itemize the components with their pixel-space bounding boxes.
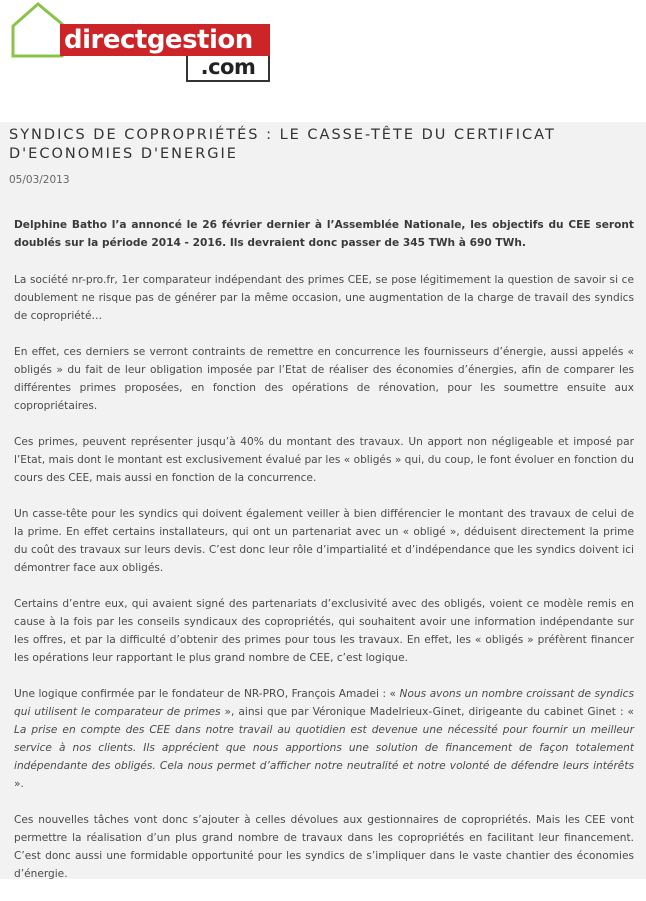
quote-ginet: La prise en compte des CEE dans notre travail au quotidien est devenue une nécessité pour fournir un meilleur service à nos clients. Ils apprécient que nous apportions une solution de financement de façon totalement indépendante des obligés. Cela nous permet d’afficher notre neutralité et notre volonté de défendre leurs intérêts	[14, 724, 634, 772]
article-lead: Delphine Batho l’a annoncé le 26 février dernier à l’Assemblée Nationale, les objectifs du CEE seront doublés sur la période 2014 - 2016. Ils devraient donc passer de 345 TWh à 690 TWh.	[14, 219, 634, 249]
quote-amadei: Nous avons un nombre croissant de syndics qui utilisent le comparateur de primes	[14, 688, 634, 718]
logo-tld-text: .com	[186, 56, 270, 82]
quote-intro: Une logique confirmée par le fondateur de NR-PRO, François Amadei : «	[14, 688, 400, 700]
quote-bridge: », ainsi que par Véronique Madelrieux-Ginet, dirigeante du cabinet Ginet : «	[220, 706, 634, 718]
title-line-2: D'ECONOMIES D'ENERGIE	[9, 146, 238, 162]
publish-date: 05/03/2013	[9, 174, 70, 186]
site-logo[interactable]	[10, 2, 262, 82]
article-paragraph: Certains d’entre eux, qui avaient signé des partenariats d’exclusivité avec des obligés, voient ce modèle remis en cause à la fois par les conseils syndicaux des copropriétés, qui souhaitent avoir une information indépendante sur les offres, et par la difficulté d’obtenir des primes pour tous les travaux. En effet, les « obligés » préfèrent financer les opérations leur rapportant le plus grand nombre de CEE, c’est logique.	[14, 598, 634, 664]
article-paragraph: Un casse-tête pour les syndics qui doivent également veiller à bien différencier le montant des travaux de celui de la prime. En effet certains installateurs, qui ont un partenariat avec un « obligé », déduisent directement la prime du coût des travaux sur leurs devis. C’est donc leur rôle d’impartialité et d’indépendance que les syndics doivent ici démontrer face aux obligés.	[14, 508, 634, 574]
logo-brand-text: directgestion	[60, 24, 270, 56]
site-header	[0, 0, 646, 122]
article-body	[14, 216, 634, 901]
page-title	[9, 126, 629, 164]
article-paragraph-quotes	[14, 685, 634, 793]
article-paragraph: Ces primes, peuvent représenter jusqu’à 40% du montant des travaux. Un apport non négligeable et imposé par l’Etat, mais dont le montant est exclusivement évalué par les « obligés » qui, du coup, le font évoluer en fonction du cours des CEE, mais aussi en fonction de la concurrence.	[14, 436, 634, 484]
title-line-1: SYNDICS DE COPROPRIÉTÉS : LE CASSE-TÊTE DU CERTIFICAT	[9, 127, 556, 143]
article-paragraph: Ces nouvelles tâches vont donc s’ajouter à celles dévolues aux gestionnaires de copropriétés. Mais les CEE vont permettre la réalisation d’un plus grand nombre de travaux dans les copropriétés en facilitant leur financement. C’est donc aussi une formidable opportunité pour les syndics de s’impliquer dans le vaste chantier des économies d’énergie.	[14, 814, 634, 880]
quote-close: ».	[14, 778, 24, 790]
article-paragraph: La société nr-pro.fr, 1er comparateur indépendant des primes CEE, se pose légitimement la question de savoir si ce doublement ne risque pas de générer par la même occasion, une augmentation de la charge de travail des syndics de copropriété…	[14, 274, 634, 322]
article-paragraph: En effet, ces derniers se verront contraints de remettre en concurrence les fournisseurs d’énergie, aussi appelés « obligés » du fait de leur obligation imposée par l’Etat de réaliser des économies d’énergies, afin de comparer les différentes primes proposées, en fonction des opérations de rénovation, pour les soumettre ensuite aux copropriétaires.	[14, 346, 634, 412]
article-container	[0, 122, 646, 879]
